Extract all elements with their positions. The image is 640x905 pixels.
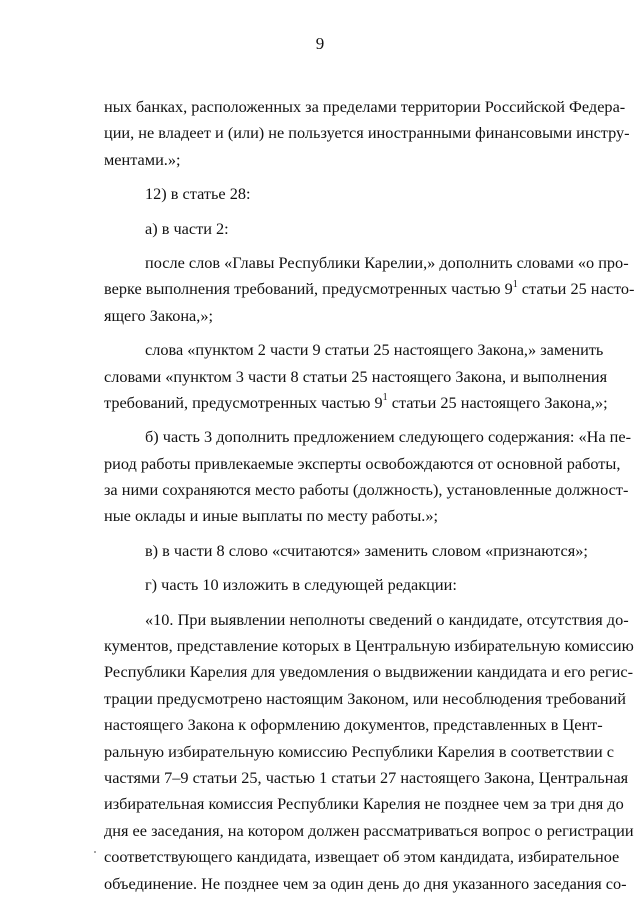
text-line: г) часть 10 изложить в следующей редакции: <box>145 575 457 595</box>
text-line: ральную избирательную комиссию Республики Карелия в соответствии с <box>104 741 614 761</box>
text-line: ции, не владеет и (или) не пользуется иностранными финансовыми инстру- <box>104 123 630 143</box>
text-line: слова «пунктом 2 части 9 статьи 25 настоящего Закона,» заменить <box>145 340 604 360</box>
text-line: словами «пунктом 3 части 8 статьи 25 настоящего Закона, и выполнения <box>104 366 608 386</box>
text-line: после слов «Главы Республики Карелии,» дополнить словами «о про- <box>145 252 629 272</box>
text-line: частями 7–9 статьи 25, частью 1 статьи 27 настоящего Закона, Центральная <box>104 767 629 787</box>
superscript: 1 <box>382 392 388 404</box>
text-line: «10. При выявлении неполноты сведений о кандидате, отсутствия до- <box>145 609 629 629</box>
text-line: б) часть 3 дополнить предложением следующего содержания: «На пе- <box>145 427 632 447</box>
page-number: 9 <box>315 34 325 53</box>
text-line: требований, предусмотренных частью $9^1$ статьи 25 настоящего Закона,»; <box>104 392 608 412</box>
text-line: Республики Карелия для уведомления о выдвижении кандидата и его регис- <box>104 662 634 682</box>
text-line: дня ее заседания, на котором должен рассматриваться вопрос о регистрации <box>104 820 634 840</box>
text-line: трации предусмотрено настоящим Законом, или несоблюдения требований <box>104 688 626 708</box>
text-line: ные оклады и иные выплаты по месту работы.»; <box>104 506 439 526</box>
text-line: кументов, представление которых в Центральную избирательную комиссию <box>104 636 634 656</box>
text-line: избирательная комиссия Республики Карелия не позднее чем за три дня до <box>104 794 624 814</box>
scan-speck <box>94 851 96 853</box>
text-line: настоящего Закона к оформлению документов, представленных в Цент- <box>104 715 603 735</box>
text-line: ящего Закона,»; <box>104 305 214 325</box>
text-line: верке выполнения требований, предусмотренных частью $9^1$ статьи 25 насто- <box>104 278 635 299</box>
text-line: ных банках, расположенных за пределами территории Российской Федера- <box>104 97 626 116</box>
text-line: соответствующего кандидата, извещает об этом кандидата, избирательное <box>104 847 620 867</box>
text-line: за ними сохраняются место работы (должность), установленные должност- <box>104 480 629 500</box>
text-line: а) в части 2: <box>145 218 229 238</box>
text-line: объединение. Не позднее чем за один день до дня указанного заседания со- <box>104 873 627 893</box>
text-line: ментами.»; <box>104 149 181 169</box>
text-line: в) в части 8 слово «считаются» заменить словом «признаются»; <box>145 540 588 560</box>
superscript: 1 <box>512 278 518 290</box>
text-line: риод работы привлекаемые эксперты освобождаются от основной работы, <box>104 453 621 473</box>
text-line: 12) в статье 28: <box>145 184 251 204</box>
document-body <box>104 94 635 897</box>
